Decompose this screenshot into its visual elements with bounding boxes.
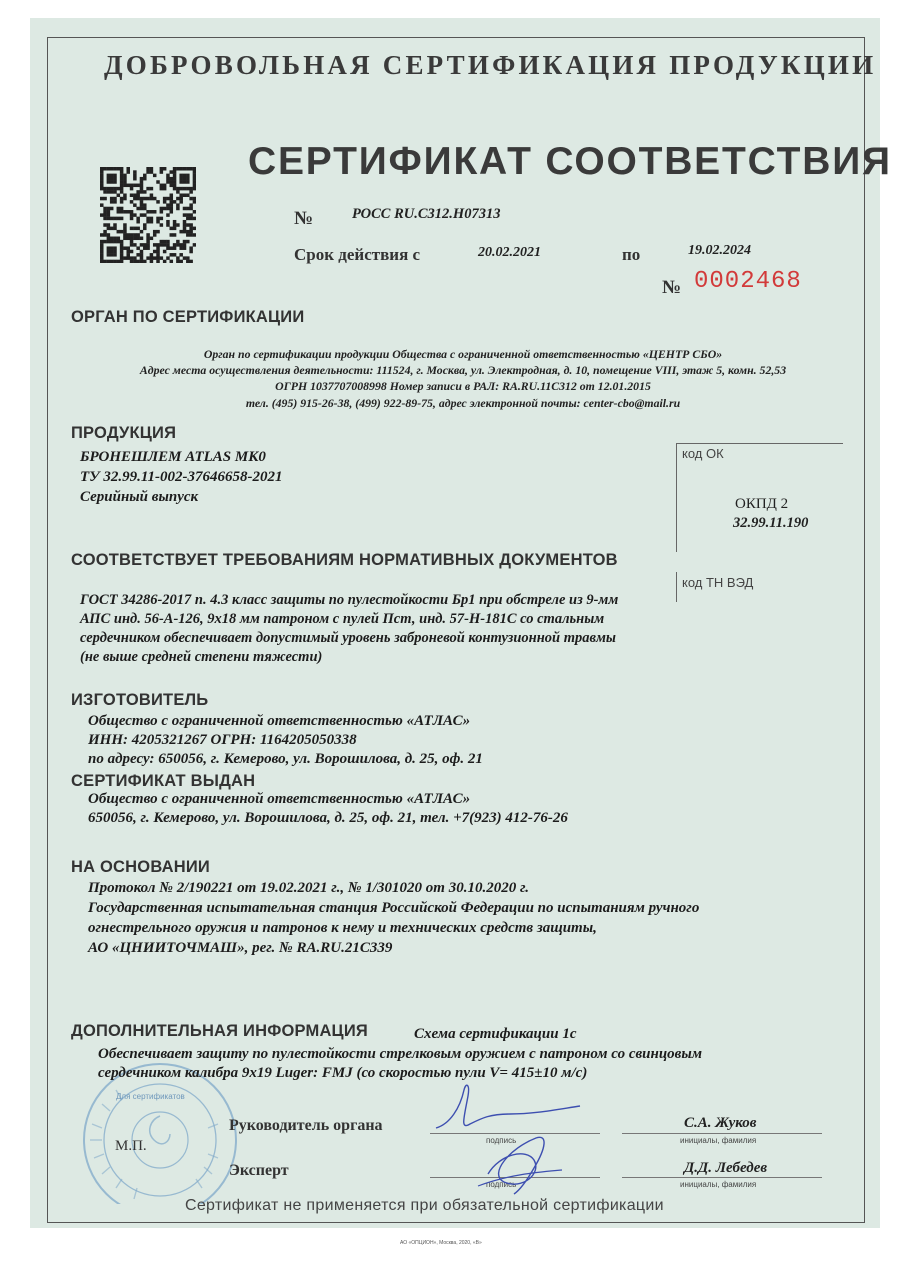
code-ok-label: код ОК <box>682 446 724 461</box>
product-line: БРОНЕШЛЕМ ATLAS МК0 <box>80 449 266 465</box>
validity-label: Срок действия с <box>294 245 421 264</box>
issued-to-heading: СЕРТИФИКАТ ВЫДАН <box>71 772 256 790</box>
issued-to-line: 650056, г. Кемерово, ул. Ворошилова, д. 25, оф. 21, тел. +7(923) 412-76-26 <box>88 810 568 826</box>
product-line: ТУ 32.99.11-002-37646658-2021 <box>80 469 283 485</box>
basis-line: огнестрельного оружия и патронов к нему и технических средств защиты, <box>88 920 597 936</box>
manufacturer-line: по адресу: 650056, г. Кемерово, ул. Ворошилова, д. 25, оф. 21 <box>88 751 483 767</box>
footer-note: Сертификат не применяется при обязательной сертификации <box>185 1197 664 1214</box>
certification-body-heading: ОРГАН ПО СЕРТИФИКАЦИИ <box>71 308 305 326</box>
expert-name-line <box>622 1177 822 1178</box>
expert-name-caption: инициалы, фамилия <box>680 1180 757 1189</box>
certificate-number: РОСС RU.С312.Н07313 <box>352 206 501 222</box>
certification-body-line: Орган по сертификации продукции Общества с ограниченной ответственностью «ЦЕНТР СБО» <box>203 347 723 361</box>
tn-ved-label: код ТН ВЭД <box>682 575 754 590</box>
certification-body-line: ОГРН 1037707008998 Номер записи в РАЛ: RA.RU.11С312 от 12.01.2015 <box>275 379 651 393</box>
basis-line: Протокол № 2/190221 от 19.02.2021 г., № 1/301020 от 30.10.2020 г. <box>88 880 530 896</box>
expert-label: Эксперт <box>229 1162 289 1179</box>
head-name-line <box>622 1133 822 1134</box>
additional-info-heading: ДОПОЛНИТЕЛЬНАЯ ИНФОРМАЦИЯ <box>71 1022 368 1040</box>
head-name-caption: инициалы, фамилия <box>680 1136 757 1145</box>
valid-to: 19.02.2024 <box>688 243 751 258</box>
expert-signature-caption: подпись <box>486 1180 517 1189</box>
expert-name: Д.Д. Лебедев <box>684 1160 768 1176</box>
head-of-body-label: Руководитель органа <box>229 1117 383 1134</box>
printer-imprint: АО «ОПЦИОН», Москва, 2020, «В» <box>400 1240 482 1246</box>
basis-line: Государственная испытательная станция Российской Федерации по испытаниям ручного <box>88 900 700 916</box>
serial-number-label: № <box>662 277 682 298</box>
stamp-place-label: М.П. <box>115 1138 147 1154</box>
certification-body-line: Адрес места осуществления деятельности: 111524, г. Москва, ул. Электродная, д. 10, помещение VIII, этаж 5, комн. 52,53 <box>139 363 787 377</box>
requirements-line: ГОСТ 34286-2017 п. 4.3 класс защиты по пулестойкости Бр1 при обстреле из 9-мм <box>80 592 619 608</box>
number-label: № <box>294 208 314 229</box>
product-heading: ПРОДУКЦИЯ <box>71 424 177 442</box>
issued-to-line: Общество с ограниченной ответственностью «АТЛАС» <box>88 791 471 807</box>
requirements-line: сердечником обеспечивает допустимый уровень заброневой контузионной травмы <box>80 630 616 646</box>
requirements-line: (не выше средней степени тяжести) <box>80 649 323 665</box>
additional-info-line: сердечником калибра 9х19 Luger: FMJ (со скоростью пули V= 415±10 м/с) <box>98 1065 588 1081</box>
certification-scheme: Схема сертификации 1с <box>414 1026 577 1042</box>
valid-from: 20.02.2021 <box>478 245 541 260</box>
serial-number: 0002468 <box>694 268 802 295</box>
head-signature-caption: подпись <box>486 1136 517 1145</box>
handwritten-signature <box>430 1078 600 1198</box>
head-name: С.А. Жуков <box>684 1115 757 1131</box>
requirements-heading: СООТВЕТСТВУЕТ ТРЕБОВАНИЯМ НОРМАТИВНЫХ ДОКУМЕНТОВ <box>71 551 618 569</box>
top-title: ДОБРОВОЛЬНАЯ СЕРТИФИКАЦИЯ ПРОДУКЦИИ <box>104 50 877 80</box>
additional-info-line: Обеспечивает защиту по пулестойкости стрелковым оружием с патроном со свинцовым <box>98 1046 703 1062</box>
product-line: Серийный выпуск <box>80 489 199 505</box>
valid-to-label: по <box>622 245 641 264</box>
okpd-value: 32.99.11.190 <box>733 515 809 531</box>
manufacturer-line: ИНН: 4205321267 ОГРН: 1164205050338 <box>88 732 357 748</box>
stamp-text: Для сертификатов <box>116 1092 185 1101</box>
main-title: СЕРТИФИКАТ СООТВЕТСТВИЯ <box>248 140 892 183</box>
basis-heading: НА ОСНОВАНИИ <box>71 858 210 876</box>
requirements-line: АПС инд. 56-А-126, 9х18 мм патроном с пулей Пст, инд. 57-Н-181С со стальным <box>80 611 605 627</box>
qr-code-icon <box>100 167 196 263</box>
manufacturer-heading: ИЗГОТОВИТЕЛЬ <box>71 691 209 709</box>
manufacturer-line: Общество с ограниченной ответственностью «АТЛАС» <box>88 713 471 729</box>
basis-line: АО «ЦНИИТОЧМАШ», рег. № RA.RU.21С339 <box>88 940 393 956</box>
okpd-label: ОКПД 2 <box>735 496 789 512</box>
certification-body-line: тел. (495) 915-26-38, (499) 922-89-75, адрес электронной почты: center-cbo@mail.ru <box>245 396 681 410</box>
